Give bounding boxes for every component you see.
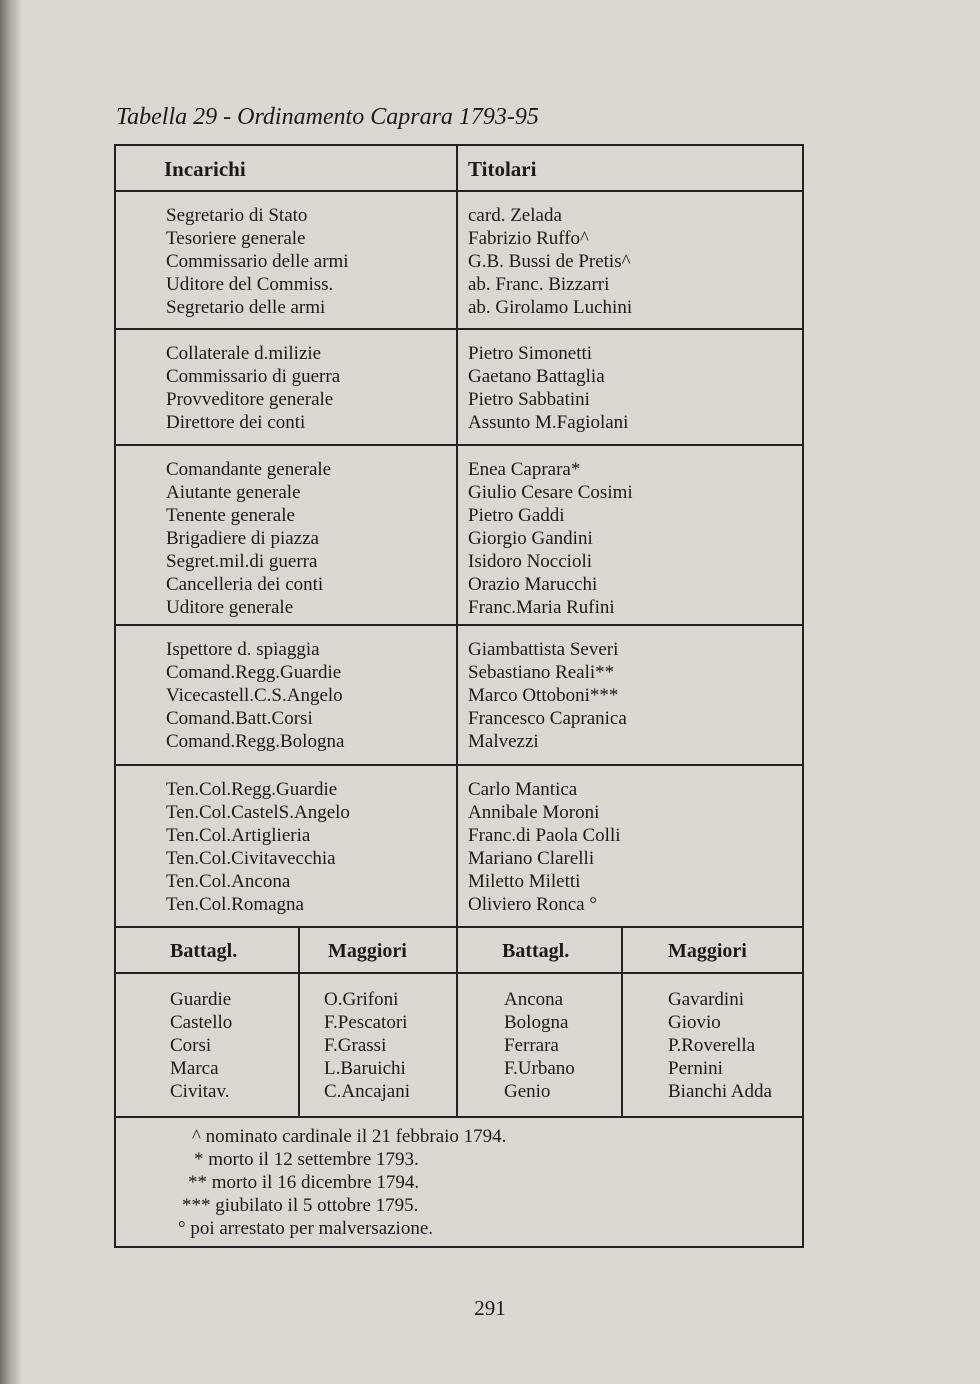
incarico: Segretario delle armi <box>166 297 326 318</box>
battaglione: Genio <box>504 1081 551 1102</box>
column-divider <box>298 928 300 972</box>
titolare: Isidoro Noccioli <box>468 551 593 572</box>
battaglione: Ancona <box>504 989 564 1010</box>
titolare: Pietro Gaddi <box>468 505 565 526</box>
incarico: Comand.Batt.Corsi <box>166 708 313 729</box>
titolare: Francesco Capranica <box>468 708 627 729</box>
titolare: Giorgio Gandini <box>468 528 593 549</box>
titolare: Oliviero Ronca ° <box>468 894 597 915</box>
titolare: Miletto Miletti <box>468 871 581 892</box>
column-divider <box>298 974 300 1116</box>
footnote: * morto il 12 settembre 1793. <box>194 1149 419 1170</box>
maggiore: L.Baruichi <box>324 1058 406 1079</box>
page-number: 291 <box>474 1296 506 1320</box>
incarico: Ten.Col.Civitavecchia <box>166 848 336 869</box>
titolari-column <box>468 638 627 753</box>
battaglione: Civitav. <box>170 1081 230 1102</box>
table-header-row <box>116 146 802 192</box>
incarico: Vicecastell.C.S.Angelo <box>166 685 343 706</box>
maggiore: F.Grassi <box>324 1035 387 1056</box>
incarico: Ten.Col.CastelS.Angelo <box>166 802 350 823</box>
column-divider <box>456 146 458 192</box>
incarico: Aiutante generale <box>166 482 301 503</box>
column-divider <box>456 928 458 972</box>
maggiore: C.Ancajani <box>324 1081 411 1102</box>
incarico: Provveditore generale <box>166 389 334 410</box>
incarico: Uditore generale <box>166 597 294 618</box>
role-group-3 <box>116 446 802 626</box>
incarico: Collaterale d.milizie <box>166 343 322 364</box>
incarico: Uditore del Commiss. <box>166 274 334 295</box>
incarico: Tenente generale <box>166 505 295 526</box>
role-group-4 <box>116 626 802 766</box>
battaglione: Bologna <box>504 1012 569 1033</box>
maggiore: Giovio <box>668 1012 721 1033</box>
battaglione: Corsi <box>170 1035 212 1056</box>
incarico: Comandante generale <box>166 459 332 480</box>
incarichi-column <box>166 204 349 319</box>
column-divider <box>456 766 458 926</box>
titolare: Sebastiano Reali** <box>468 662 615 683</box>
incarico: Ten.Col.Romagna <box>166 894 304 915</box>
column-divider <box>456 192 458 328</box>
incarico: Ten.Col.Ancona <box>166 871 291 892</box>
titolare: Pietro Simonetti <box>468 343 593 364</box>
header-incarichi: Incarichi <box>164 157 246 181</box>
titolare: ab. Franc. Bizzarri <box>468 274 610 295</box>
battaglione: Guardie <box>170 989 232 1010</box>
column-divider <box>456 330 458 444</box>
titolare: card. Zelada <box>468 205 562 226</box>
titolare: Franc.di Paola Colli <box>468 825 621 846</box>
incarico: Segretario di Stato <box>166 205 308 226</box>
maggiore: P.Roverella <box>668 1035 756 1056</box>
titolare: Marco Ottoboni*** <box>468 685 619 706</box>
incarico: Ten.Col.Artiglieria <box>166 825 311 846</box>
incarichi-column <box>166 342 340 434</box>
incarico: Comand.Regg.Guardie <box>166 662 342 683</box>
incarico: Cancelleria dei conti <box>166 574 324 595</box>
header-battaglioni: Battagl. <box>170 940 238 962</box>
header-titolari: Titolari <box>468 157 537 181</box>
column-divider <box>456 974 458 1116</box>
maggiori-column <box>324 988 410 1103</box>
footnote: ° poi arrestato per malversazione. <box>178 1218 434 1239</box>
ordinamento-table <box>114 144 804 1248</box>
battaglione: Ferrara <box>504 1035 559 1056</box>
titolari-column <box>468 342 628 434</box>
incarichi-column <box>166 458 331 619</box>
titolare: Giambattista Severi <box>468 639 619 660</box>
incarico: Ispettore d. spiaggia <box>166 639 320 660</box>
header-maggiori: Maggiori <box>328 940 407 962</box>
maggiore: Bianchi Adda <box>668 1081 772 1102</box>
column-divider <box>621 974 623 1116</box>
titolare: Pietro Sabbatini <box>468 389 590 410</box>
incarico: Direttore dei conti <box>166 412 306 433</box>
titolare: Enea Caprara* <box>468 459 581 480</box>
titolare: ab. Girolamo Luchini <box>468 297 633 318</box>
titolare: Giulio Cesare Cosimi <box>468 482 633 503</box>
maggiore: O.Grifoni <box>324 989 399 1010</box>
titolari-column <box>468 204 632 319</box>
incarico: Segret.mil.di guerra <box>166 551 318 572</box>
titolare: Mariano Clarelli <box>468 848 595 869</box>
incarico: Tesoriere generale <box>166 228 306 249</box>
titolare: Annibale Moroni <box>468 802 600 823</box>
battaglione: Castello <box>170 1012 233 1033</box>
maggiore: Pernini <box>668 1058 723 1079</box>
incarichi-column <box>166 638 344 753</box>
titolare: G.B. Bussi de Pretis^ <box>468 251 631 272</box>
incarico: Commissario di guerra <box>166 366 341 387</box>
maggiore: F.Pescatori <box>324 1012 408 1033</box>
footnotes <box>116 1118 802 1246</box>
titolare: Orazio Marucchi <box>468 574 598 595</box>
column-divider <box>456 626 458 764</box>
titolare: Assunto M.Fagiolani <box>468 412 629 433</box>
battaglione: Marca <box>170 1058 219 1079</box>
incarico: Brigadiere di piazza <box>166 528 319 549</box>
incarico: Ten.Col.Regg.Guardie <box>166 779 338 800</box>
header-maggiori: Maggiori <box>668 940 747 962</box>
titolare: Carlo Mantica <box>468 779 578 800</box>
titolare: Gaetano Battaglia <box>468 366 605 387</box>
battaglioni-column <box>504 988 575 1103</box>
maggiori-column <box>668 988 772 1103</box>
incarico: Comand.Regg.Bologna <box>166 731 345 752</box>
battaglione: F.Urbano <box>504 1058 575 1079</box>
battaglioni-header-row <box>116 928 802 974</box>
maggiore: Gavardini <box>668 989 744 1010</box>
table-caption: Tabella 29 - Ordinamento Caprara 1793-95 <box>116 104 539 130</box>
battaglioni-column <box>170 988 232 1103</box>
incarico: Commissario delle armi <box>166 251 349 272</box>
header-battaglioni: Battagl. <box>502 940 570 962</box>
column-divider <box>621 928 623 972</box>
role-group-2 <box>116 330 802 446</box>
titolare: Franc.Maria Rufini <box>468 597 615 618</box>
titolare: Fabrizio Ruffo^ <box>468 228 589 249</box>
book-binding-shadow <box>0 0 22 1384</box>
role-group-5 <box>116 766 802 928</box>
titolari-column <box>468 778 621 916</box>
footnote: ** morto il 16 dicembre 1794. <box>188 1172 420 1193</box>
role-group-1 <box>116 192 802 330</box>
titolare: Malvezzi <box>468 731 539 752</box>
column-divider <box>456 446 458 624</box>
battaglioni-body <box>116 974 802 1118</box>
incarichi-column <box>166 778 350 916</box>
footnote: ^ nominato cardinale il 21 febbraio 1794. <box>192 1126 507 1147</box>
titolari-column <box>468 458 633 619</box>
footnote: *** giubilato il 5 ottobre 1795. <box>182 1195 419 1216</box>
